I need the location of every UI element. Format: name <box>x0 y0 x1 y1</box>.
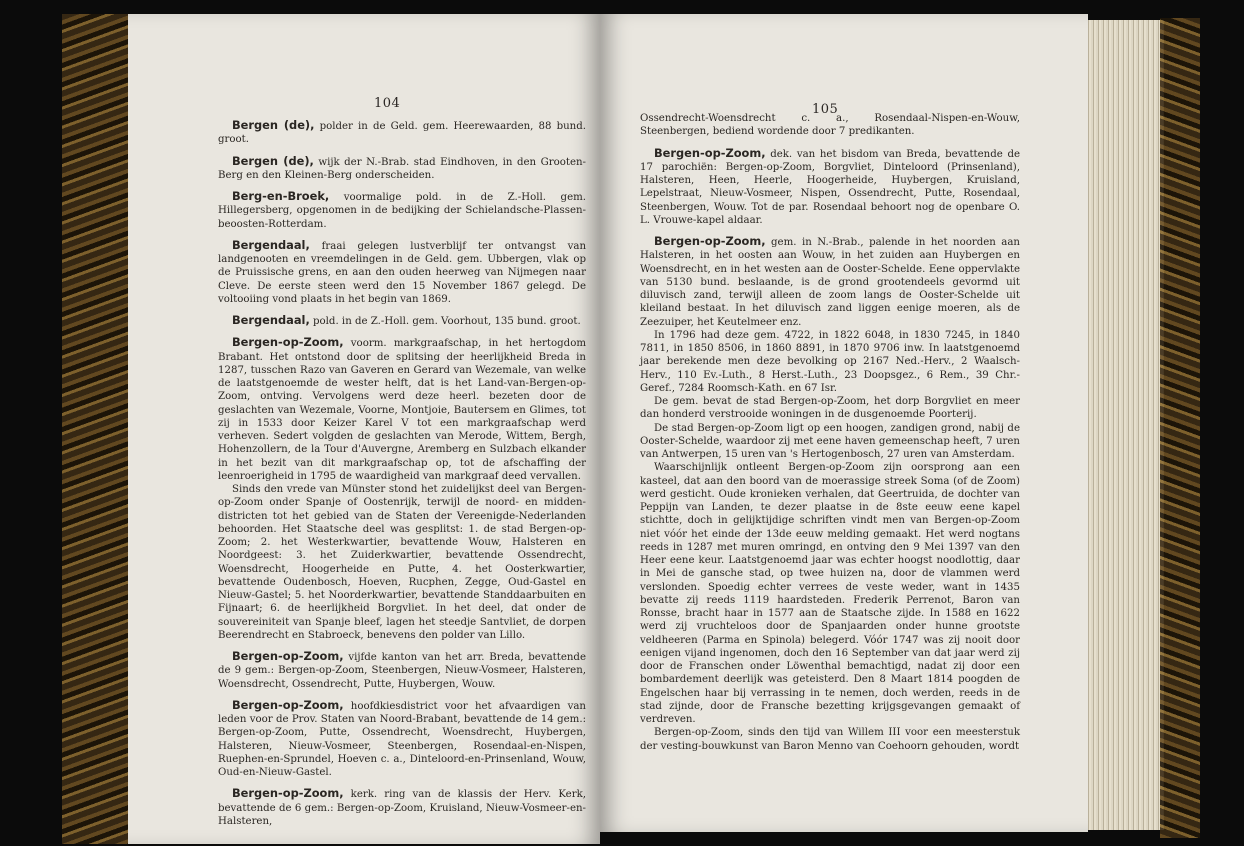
dictionary-entry <box>218 699 586 780</box>
page-number: 105 <box>812 102 839 117</box>
page-number: 104 <box>374 96 401 111</box>
headword: Bergen-op-Zoom, <box>654 234 766 248</box>
dictionary-entry <box>218 787 586 828</box>
headword: Bergen-op-Zoom, <box>654 145 766 160</box>
left-column <box>218 119 586 836</box>
entry-text: hoofdkiesdistrict voor het afvaardigen van leden voor de Prov. Staten van Noord-Brabant, bevattende de 14 gem.: Bergen-op-Zoom, Putte, Ossendrecht, Woensdrecht, Huybergen, Halsteren, Nieuw-Vosmeer, Steenbergen, Rosendaal-en-Nispen, Ruephen-en-Sprundel, Hoeven c. a., Dinteloord-en-Prinsenland, Wouw, Oud-en-Nieuw-Gastel. <box>218 700 586 778</box>
dictionary-entry <box>218 119 586 147</box>
right-page <box>600 14 1088 832</box>
entry-text: wijk der N.-Brab. stad Eindhoven, in den Grooten-Berg en den Kleinen-Berg onderscheiden. <box>218 156 586 181</box>
dictionary-entry <box>640 147 1020 228</box>
headword: Bergen-op-Zoom, <box>232 786 344 801</box>
entry-paragraph: De stad Bergen-op-Zoom ligt op een hoogen, zandigen grond, nabij de Ooster-Schelde, waardoor zij met eene haven gemeenschap heeft, 7 uren van Antwerpen, 15 uren van 's Hertogenbosch, 27 uren van Amsterdam. <box>640 422 1020 460</box>
entry-text: dek. van het bisdom van Breda, bevattende de 17 parochiën: Bergen-op-Zoom, Borgvliet, Dinteloord (Prinsenland), Halsteren, Heen, Heerle, Hoogerheide, Huybergen, Kruisland, Lepelstraat, Nieuw-Vosmeer, Nispen, Ossendrecht, Putte, Rosendaal, Steenbergen, Wouw. Tot de par. Rosendaal behoort nog de openbare O. L. Vrouwe-kapel aldaar. <box>640 148 1020 226</box>
headword: Berg-en-Broek, <box>232 189 330 203</box>
headword: Bergendaal, <box>232 237 310 252</box>
entry-text: fraai gelegen lustverblijf ter ontvangst van landgenooten en vreemdelingen in de Geld. gem. Ubbergen, vlak op de Pruissische grens, en aan den ouden heerweg van Nijmegen naar Cleve. De eerste steen werd den 15 November 1867 gelegd. De voltooiing vond plaats in het begin van 1869. <box>218 240 586 305</box>
headword: Bergen-op-Zoom, <box>232 335 344 350</box>
entry-paragraph: Bergen-op-Zoom, sinds den tijd van Willem III voor een meesterstuk der vesting-bouwkunst van Baron Menno van Coehoorn gehouden, wordt <box>640 727 1020 752</box>
headword: Bergen-op-Zoom, <box>232 649 344 663</box>
entry-paragraph: Sinds den vrede van Münster stond het zuidelijkst deel van Bergen-op-Zoom onder Spanje of Oostenrijk, terwijl de noord- en midden-districten tot het gebied van de Staten der Vereenigde-Nederlanden behoorden. Het Staatsche deel was gesplitst: 1. de stad Bergen-op-Zoom; 2. het Westerkwartier, bevattende Wouw, Halsteren en Noordgeest: 3. het Zuiderkwartier, bevattende Ossendrecht, Woensdrecht, Hoogerheide en Putte, 4. het Oosterkwartier, bevattende Oudenbosch, Hoeven, Rucphen, Zegge, Oud-Gastel en Nieuw-Gastel; 5. het Noorderkwartier, bevattende Standdaarbuiten en Fijnaart; 6. de heerlijkheid Borgvliet. In het deel, dat onder de souvereiniteit van Spanje bleef, lagen het steedje Santvliet, de dorpen Beerendrecht en Stabroeck, benevens den polder van Lillo. <box>218 484 586 641</box>
entry-text: gem. in N.-Brab., palende in het noorden aan Halsteren, in het oosten aan Wouw, in het zuiden aan Huybergen en Woensdrecht, en in het westen aan de Ooster-Schelde. Eene oppervlakte van 5130 bund. beslaande, is de grond grootendeels gevormd uit diluvisch zand, terwijl alleen de zoom langs de Ooster-Schelde uit kleiland bestaat. In het diluvisch zand liggen eenige moeren, als de Zeezuiper, het Keutelmeer enz. <box>640 237 1020 328</box>
headword: Bergendaal, <box>232 313 310 327</box>
left-page <box>128 14 600 844</box>
entry-text: polder in de Geld. gem. Heerewaarden, 88 bund. groot. <box>218 121 586 146</box>
headword: Bergen (de), <box>232 118 315 132</box>
dictionary-entry <box>218 155 586 183</box>
headword: Bergen-op-Zoom, <box>232 697 344 712</box>
headword: Bergen (de), <box>232 153 314 168</box>
book-cover-right <box>1160 18 1200 838</box>
dictionary-entry <box>640 235 1020 753</box>
entry-text: voorm. markgraafschap, in het hertogdom Brabant. Het ontstond door de splitsing der heerlijkheid Breda in 1287, tusschen Razo van Gaveren en Gerard van Wezemale, van welke de laatstgenoemde de wester helft, dat is het Land-van-Bergen-op-Zoom, ontving. Vervolgens werd deze heerl. bezeten door de geslachten van Wezemale, Voorne, Montjoie, Bautersem en Glimes, tot zij in 1533 door Keizer Karel V tot een markgraafschap werd verheven. Sedert volgden de geslachten van Merode, Wittem, Bergh, Hohenzollern, de la Tour d'Auvergne, Aremberg en Sulzbach elkander in het bezit van dit markgraafschap op, tot de afschaffing der leenroerigheid in 1795 de waardigheid van markgraaf deed vervallen. <box>218 338 586 482</box>
dictionary-entry <box>218 239 586 306</box>
dictionary-entry <box>218 650 586 691</box>
dictionary-entry <box>218 314 586 328</box>
page-edges <box>1086 20 1164 830</box>
entry-continuation: Ossendrecht-Woensdrecht c. a., Rosendaal-Nispen-en-Wouw, Steenbergen, bediend wordende door 7 predikanten. <box>640 113 1020 138</box>
entry-text: pold. in de Z.-Holl. gem. Voorhout, 135 bund. groot. <box>309 316 581 327</box>
entry-text: kerk. ring van de klassis der Herv. Kerk, bevattende de 6 gem.: Bergen-op-Zoom, Kruisland, Nieuw-Vosmeer-en-Halsteren, <box>218 789 586 827</box>
dictionary-entry <box>218 190 586 231</box>
entry-paragraph: De gem. bevat de stad Bergen-op-Zoom, het dorp Borgvliet en meer dan honderd verstrooide woningen in de dusgenoemde Poorterij. <box>640 396 1020 421</box>
right-column <box>640 112 1020 761</box>
entry-paragraph: In 1796 had deze gem. 4722, in 1822 6048, in 1830 7245, in 1840 7811, in 1850 8506, in 1860 8891, in 1870 9706 inw. In laatstgenoemd jaar berekende men deze bevolking op 2167 Ned.-Herv., 2 Waalsch-Herv., 110 Ev.-Luth., 8 Herst.-Luth., 23 Doopsgez., 6 Rem., 39 Chr.-Geref., 7284 Roomsch-Kath. en 67 Isr. <box>640 329 1020 394</box>
entry-paragraph: Waarschijnlijk ontleent Bergen-op-Zoom zijn oorsprong aan een kasteel, dat aan den boord van de moerassige streek Soma (of de Zoom) werd gesticht. Oude kronieken verhalen, dat Geertruida, de dochter van Peppijn van Landen, te dezer plaatse in de 8ste eeuw eene kapel stichtte, doch in gelijktijdige schriften vindt men van Bergen-op-Zoom niet vóór het einde der 13de eeuw melding gemaakt. Het werd nogtans reeds in 1287 met muren omringd, en ontving den 9 Mei 1397 van den Heer eene keur. Laatstgenoemd jaar was echter hoogst noodlottig, daar in Mei de gansche stad, op twee huizen na, door de vlammen werd verslonden. Spoedig echter verrees de veste weder, want in 1435 bevatte zij reeds 1119 haardsteden. Frederik Perrenot, Baron van Ronsse, bracht haar in 1577 aan de Staatsche zijde. In 1588 en 1622 werd zij vruchteloos door de Spanjaarden onder hunne grootste veldheeren (Parma en Spinola) belegerd. Vóór 1747 was zij nooit door eenigen vijand ingenomen, doch den 16 September van dat jaar werd zij door de Franschen onder Löwenthal bemachtigd, nadat zij door een bombardement deerlijk was geteisterd. Den 8 Maart 1814 poogden de Engelschen haar bij verrassing in te nemen, doch werden, reeds in de stad zijnde, door de Fransche bezetting krijgsgevangen gemaakt of verdreven. <box>640 462 1020 725</box>
dictionary-entry <box>218 336 586 642</box>
book-cover-left <box>62 14 132 844</box>
entry-text: voormalige pold. in de Z.-Holl. gem. Hillegersberg, opgenomen in de bedijking der Schielandsche-Plassen-beoosten-Rotterdam. <box>218 192 586 230</box>
entry-text: vijfde kanton van het arr. Breda, bevattende de 9 gem.: Bergen-op-Zoom, Steenbergen, Nieuw-Vosmeer, Halsteren, Woensdrecht, Ossendrecht, Putte, Huybergen, Wouw. <box>218 652 586 690</box>
